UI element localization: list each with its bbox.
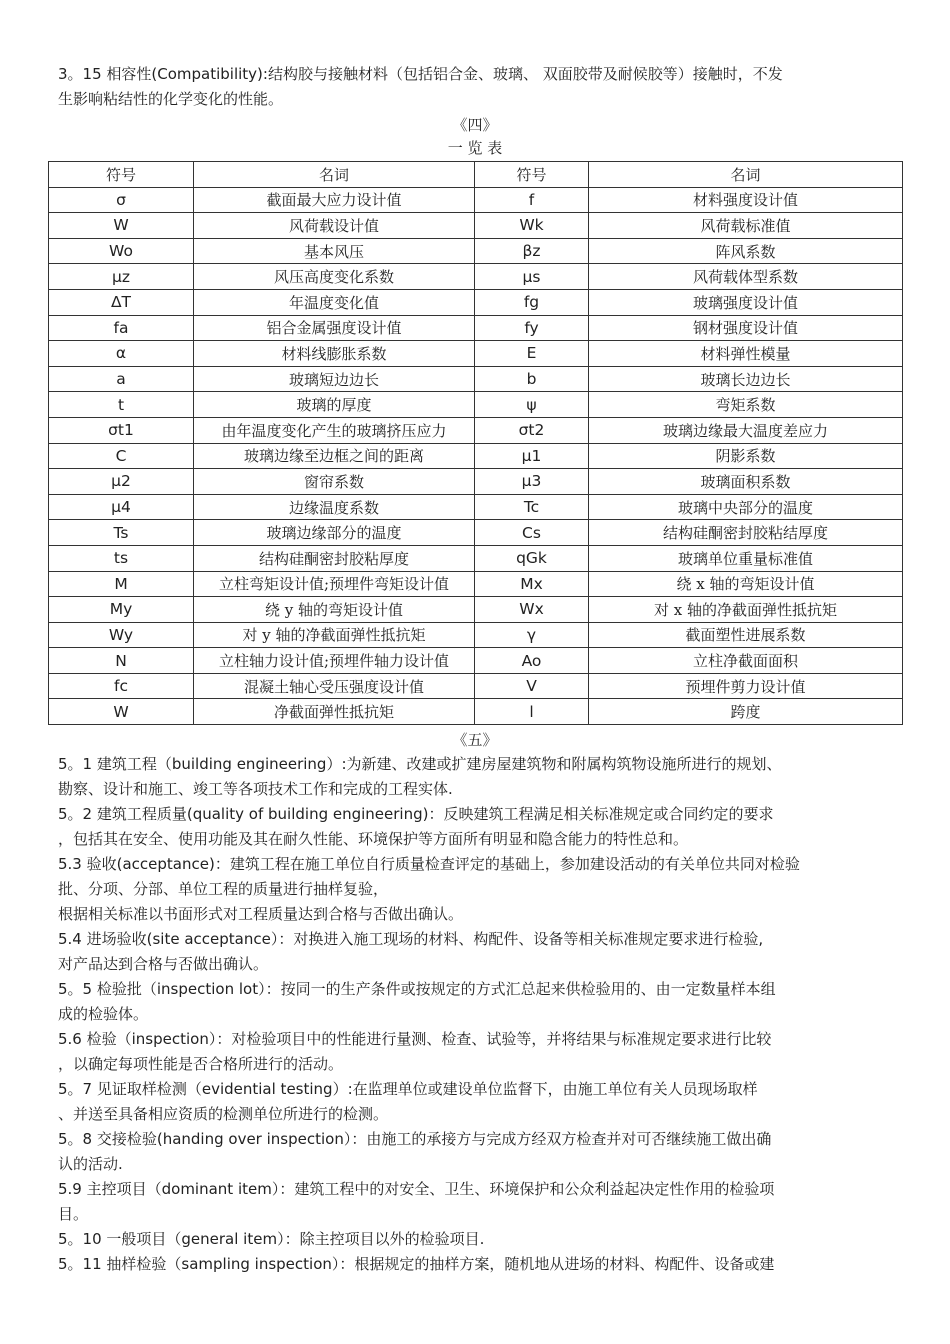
symbol-cell: Ts <box>49 520 194 546</box>
term-cell: 立柱净截面面积 <box>589 648 903 674</box>
table-row <box>49 187 903 213</box>
table-row <box>49 494 903 520</box>
symbol-cell: Wk <box>475 213 589 239</box>
table-row <box>49 366 903 392</box>
column-header-term: 名词 <box>589 162 903 188</box>
symbol-cell: Wo <box>49 238 194 264</box>
text-line: 5.9 主控项目（dominant item）：建筑工程中的对安全、卫生、环境保护和公众利益起决定性作用的检验项 <box>58 1180 775 1198</box>
text-line: 对产品达到合格与否做出确认。 <box>58 955 269 973</box>
symbol-cell: Cs <box>475 520 589 546</box>
table-row <box>49 417 903 443</box>
term-cell: 玻璃面积系数 <box>589 469 903 495</box>
term-cell: 风压高度变化系数 <box>194 264 475 290</box>
term-cell: 风荷载标准值 <box>589 213 903 239</box>
text-line: 5.4 进场验收(site acceptance）：对换进入施工现场的材料、构配件、设备等相关标准规定要求进行检验, <box>58 930 764 948</box>
text-line: ，包括其在安全、使用功能及其在耐久性能、环境保护等方面所有明显和隐含能力的特性总和。 <box>58 830 689 848</box>
text-line: 5.6 检验（inspection）：对检验项目中的性能进行量测、检查、试验等，并将结果与标准规定要求进行比较 <box>58 1030 772 1048</box>
symbol-cell: fg <box>475 289 589 315</box>
text-line: 勘察、设计和施工、竣工等各项技术工作和完成的工程实体. <box>58 780 453 798</box>
table-row <box>49 392 903 418</box>
term-cell: 年温度变化值 <box>194 289 475 315</box>
symbol-cell: Tc <box>475 494 589 520</box>
symbol-cell: Wx <box>475 597 589 623</box>
text-line: 成的检验体。 <box>58 1005 149 1023</box>
table-row <box>49 699 903 725</box>
text-line: 3。15 相容性(Compatibility):结构胶与接触材料（包括铝合金、玻璃、 双面胶带及耐候胶等）接触时，不发 <box>58 65 783 83</box>
definition-paragraph <box>58 752 898 802</box>
table-row <box>49 289 903 315</box>
column-header-symbol: 符号 <box>49 162 194 188</box>
text-line: 5.3 验收(acceptance)：建筑工程在施工单位自行质量检查评定的基础上，参加建设活动的有关单位共同对检验 <box>58 855 800 873</box>
definition-paragraph <box>58 927 898 977</box>
table-row <box>49 213 903 239</box>
symbol-cell: σt1 <box>49 417 194 443</box>
term-cell: 玻璃单位重量标准值 <box>589 545 903 571</box>
column-header-term: 名词 <box>194 162 475 188</box>
term-cell: 立柱轴力设计值;预埋件轴力设计值 <box>194 648 475 674</box>
table-caption: 一 览 表 <box>447 139 503 157</box>
text-line: 根据相关标准以书面形式对工程质量达到合格与否做出确认。 <box>58 905 464 923</box>
term-cell: 基本风压 <box>194 238 475 264</box>
symbol-cell: ΔT <box>49 289 194 315</box>
text-line: 5。5 检验批（inspection lot）：按同一的生产条件或按规定的方式汇总起来供检验用的、由一定数量样本组 <box>58 980 776 998</box>
term-cell: 结构硅酮密封胶粘厚度 <box>194 545 475 571</box>
term-cell: 铝合金属强度设计值 <box>194 315 475 341</box>
term-cell: 玻璃强度设计值 <box>589 289 903 315</box>
symbol-cell: σ <box>49 187 194 213</box>
table-row <box>49 648 903 674</box>
symbol-cell: My <box>49 597 194 623</box>
table-row <box>49 545 903 571</box>
symbol-cell: f <box>475 187 589 213</box>
symbol-cell: fy <box>475 315 589 341</box>
text-line: 5。2 建筑工程质量(quality of building engineering)：反映建筑工程满足相关标准规定或合同约定的要求 <box>58 805 774 823</box>
symbol-cell: qGk <box>475 545 589 571</box>
symbol-cell: σt2 <box>475 417 589 443</box>
symbol-cell: μs <box>475 264 589 290</box>
symbol-table <box>48 161 903 725</box>
column-header-symbol: 符号 <box>475 162 589 188</box>
symbol-cell: Wy <box>49 622 194 648</box>
table-row <box>49 341 903 367</box>
definition-paragraph <box>58 852 898 927</box>
symbol-cell: N <box>49 648 194 674</box>
symbol-cell: fc <box>49 673 194 699</box>
symbol-cell: α <box>49 341 194 367</box>
term-cell: 玻璃边缘至边框之间的距离 <box>194 443 475 469</box>
symbol-cell: Mx <box>475 571 589 597</box>
text-line: 目。 <box>58 1205 89 1223</box>
symbol-cell: fa <box>49 315 194 341</box>
table-row <box>49 238 903 264</box>
text-line: 生影响粘结性的化学变化的性能。 <box>58 90 284 108</box>
term-cell: 风荷载设计值 <box>194 213 475 239</box>
term-cell: 跨度 <box>589 699 903 725</box>
symbol-cell: βz <box>475 238 589 264</box>
term-cell: 绕 y 轴的弯矩设计值 <box>194 597 475 623</box>
symbol-cell: ts <box>49 545 194 571</box>
table-row <box>49 622 903 648</box>
term-cell: 由年温度变化产生的玻璃挤压应力 <box>194 417 475 443</box>
term-cell: 材料强度设计值 <box>589 187 903 213</box>
term-cell: 截面最大应力设计值 <box>194 187 475 213</box>
term-cell: 净截面弹性抵抗矩 <box>194 699 475 725</box>
term-cell: 阴影系数 <box>589 443 903 469</box>
text-line: 5。10 一般项目（general item）：除主控项目以外的检验项目. <box>58 1230 485 1248</box>
table-row <box>49 673 903 699</box>
symbol-cell: W <box>49 699 194 725</box>
definition-paragraph <box>58 1252 898 1277</box>
term-cell: 钢材强度设计值 <box>589 315 903 341</box>
table-row <box>49 469 903 495</box>
term-cell: 对 y 轴的净截面弹性抵抗矩 <box>194 622 475 648</box>
definition-paragraph <box>58 1027 898 1077</box>
term-cell: 玻璃边缘最大温度差应力 <box>589 417 903 443</box>
symbol-cell: V <box>475 673 589 699</box>
symbol-cell: t <box>49 392 194 418</box>
definition-paragraph <box>58 977 898 1027</box>
term-cell: 截面塑性进展系数 <box>589 622 903 648</box>
term-cell: 窗帘系数 <box>194 469 475 495</box>
symbol-cell: E <box>475 341 589 367</box>
term-cell: 玻璃中央部分的温度 <box>589 494 903 520</box>
table-header-row <box>49 162 903 188</box>
text-line: 5。1 建筑工程（building engineering）:为新建、改建或扩建房屋建筑物和附属构筑物设施所进行的规划、 <box>58 755 782 773</box>
table-row <box>49 315 903 341</box>
term-cell: 边缘温度系数 <box>194 494 475 520</box>
definition-paragraph <box>58 1177 898 1227</box>
symbol-cell: μ1 <box>475 443 589 469</box>
symbol-cell: μ2 <box>49 469 194 495</box>
table-row <box>49 443 903 469</box>
table-row <box>49 264 903 290</box>
term-cell: 材料线膨胀系数 <box>194 341 475 367</box>
term-cell: 阵风系数 <box>589 238 903 264</box>
symbol-cell: ψ <box>475 392 589 418</box>
term-cell: 玻璃短边边长 <box>194 366 475 392</box>
term-cell: 结构硅酮密封胶粘结厚度 <box>589 520 903 546</box>
text-line: 5。8 交接检验(handing over inspection）：由施工的承接方与完成方经双方检查并对可否继续施工做出确 <box>58 1130 772 1148</box>
text-line: ，以确定每项性能是否合格所进行的活动。 <box>58 1055 344 1073</box>
table-row <box>49 597 903 623</box>
text-line: 认的活动. <box>58 1155 123 1173</box>
term-cell: 玻璃的厚度 <box>194 392 475 418</box>
symbol-cell: M <box>49 571 194 597</box>
definition-paragraph <box>58 802 898 852</box>
table-row <box>49 571 903 597</box>
text-line: 批、分项、分部、单位工程的质量进行抽样复验， <box>58 880 389 898</box>
symbol-cell: μ3 <box>475 469 589 495</box>
term-cell: 混凝土轴心受压强度设计值 <box>194 673 475 699</box>
table-body <box>49 187 903 724</box>
term-cell: 预埋件剪力设计值 <box>589 673 903 699</box>
symbol-cell: b <box>475 366 589 392</box>
term-cell: 玻璃边缘部分的温度 <box>194 520 475 546</box>
definition-paragraph <box>58 1077 898 1127</box>
section-5-body <box>58 752 898 1277</box>
table-row <box>49 520 903 546</box>
text-line: 5。7 见证取样检测（evidential testing）:在监理单位或建设单位监督下，由施工单位有关人员现场取样 <box>58 1080 758 1098</box>
symbol-cell: a <box>49 366 194 392</box>
definition-paragraph <box>58 1227 898 1252</box>
symbol-cell: C <box>49 443 194 469</box>
term-cell: 玻璃长边边长 <box>589 366 903 392</box>
paragraph-3-15 <box>58 62 898 112</box>
term-cell: 材料弹性模量 <box>589 341 903 367</box>
term-cell: 弯矩系数 <box>589 392 903 418</box>
term-cell: 风荷载体型系数 <box>589 264 903 290</box>
term-cell: 对 x 轴的净截面弹性抵抗矩 <box>589 597 903 623</box>
definition-paragraph <box>58 1127 898 1177</box>
term-cell: 绕 x 轴的弯矩设计值 <box>589 571 903 597</box>
section-5-title: 《五》 <box>452 731 498 749</box>
section-4-title: 《四》 <box>452 116 498 134</box>
term-cell: 立柱弯矩设计值;预埋件弯矩设计值 <box>194 571 475 597</box>
symbol-cell: γ <box>475 622 589 648</box>
symbol-cell: W <box>49 213 194 239</box>
symbol-cell: μ4 <box>49 494 194 520</box>
symbol-cell: l <box>475 699 589 725</box>
symbol-cell: Ao <box>475 648 589 674</box>
symbol-cell: μz <box>49 264 194 290</box>
text-line: 5。11 抽样检验（sampling inspection）：根据规定的抽样方案，随机地从进场的材料、构配件、设备或建 <box>58 1255 775 1273</box>
text-line: 、并送至具备相应资质的检测单位所进行的检测。 <box>58 1105 389 1123</box>
